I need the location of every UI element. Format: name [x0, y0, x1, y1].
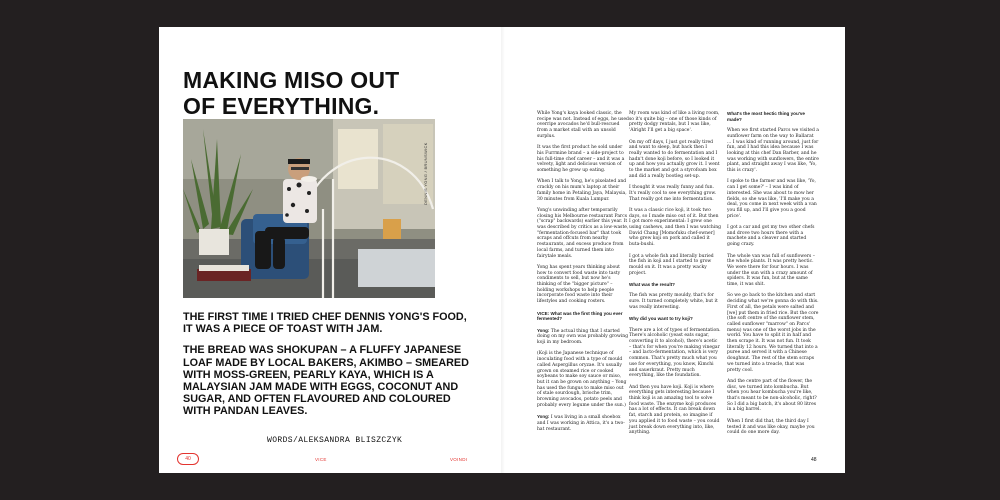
body-paragraph: And the centre part of the flower, the disc, we turned into kombucha. But when you hear kombucha you're like, that's meant to be non-alcoholic, right? So I did a big batch, it's about 80 litres in a big barrel. [727, 378, 817, 413]
headline-line-1: MAKING MISO OUT [183, 67, 400, 93]
body-paragraph: So we go back to the kitchen and start deciding what we're gonna do with this. First of all, the petals were salted and [we] put them in fried rice. But the core (the soft centre of the sunflower stem, called sunflower "marrow" on Parcs' menu) was one of the worst jobs in the world. You have to split it in half and then scrape it. It was not fun. It took literally 12 hours. We turned that into a puree and served it with a Chinese doughnut. The rest of the stem scraps we turned into a treacle, that was pretty cool. [727, 293, 819, 373]
body-paragraph: (Koji is the Japanese technique of inoculating food with a type of mould called Aspergillus oryzae. It's usually grown on steamed rice or cooked soybeans to make soy sauce or miso, but it can be grown on anything – Yong has used the fungus to make miso out of stale sourdough, brioche trim, browning avocados, potato peels and probably every legume under the sun.) [537, 351, 627, 408]
interview-question: VICE: What was the first thing you ever fermented? [537, 310, 623, 322]
body-paragraph: Yong has spent years thinking about how to convert food waste into tasty condiments to sell, but now he's thinking of the "bigger picture" – holding workshops to help people incorporate food waste into their lifestyles and cooking rosters. [537, 264, 621, 305]
body-paragraph: It was the first product he sold under his Furrmine brand – a side-project to his full-time chef career – and it was a velvety, light and delicious version of something he grew up eating. [537, 145, 625, 174]
article-lede [183, 311, 475, 427]
body-paragraph: I got a car and got my two other chefs and drove two hours there with a machete and a cleaver and started going crazy. [727, 225, 815, 248]
footer-brand: VOINDI [450, 457, 468, 462]
body-paragraph: And then you have koji. Koji is where everything gets interesting because I think koji is an amazing tool to solve food waste. The enzyme koji produces has a lot of effects. It can break down fat, starch and protein, so imagine if you applied it to food waste – you could just break down everything into, like, anything. [629, 384, 720, 436]
body-paragraph: There are a lot of types of fermentation. There's alcoholic (yeast eats sugar, converting it to alcohol), there's acetic – that's for when you're making vinegar – and lacto-fermentation, which is very common. That's pretty much what you use for everything, you know, Kimchi and sauerkraut. Pretty much everything, like the foundation. [629, 327, 721, 379]
body-paragraph: I got a whole fish and literally buried the fish in koji and I started to grow mould on it. It was a pretty wacky project. [629, 253, 714, 276]
article-headline [183, 67, 483, 119]
body-column-1 [537, 111, 629, 438]
interview-question: What was the result? [629, 282, 675, 288]
body-column-2 [629, 111, 721, 442]
body-paragraph: It was a classic rice koji, it took two days, so I made miso out of it. But then I got more experimental: I grew one using cashews, and then I was watching David Chang [Momofuku chef-owner] who grew koji on pork and called it buta-bushi. [629, 207, 722, 248]
chef-portrait-photo [183, 119, 435, 298]
body-paragraph: My room was kind of like a living room, so it's quite big – one of those kinds of pretty dodgy rentals, but I was like, 'Alright I'll get a big space'. [629, 111, 720, 134]
headline-line-2: OF EVERYTHING. [183, 93, 380, 119]
body-paragraph: The whole van was full of sunflowers – the whole plants. It was pretty hectic. We were there for four hours. I was under the sun with a crazy amount of spiders. It was fun, but at the same time, it was shit. [727, 253, 815, 288]
body-paragraph: When we first started Parcs we visited a sunflower farm on the way to Ballarat ... I was kind of running around, just for fun, and I had this idea because I was looking at this chef Dan Barber, and he was working with sunflowers, the entire plant, and straight away I was like, 'Yo, this is crazy'. [727, 128, 819, 174]
speaker-label: Yong: [537, 327, 550, 333]
page-gutter [501, 27, 505, 473]
body-column-3 [727, 111, 819, 442]
page-number-right: 48 [811, 457, 817, 463]
magazine-spread [159, 27, 845, 473]
body-paragraph: I thought it was really funny and fun. It's really cool to see everything grow. That really got me into fermentation. [629, 185, 717, 202]
interview-question: What's the most hectic thing you've made? [727, 111, 805, 122]
body-paragraph: I spoke to the farmer and was like, 'Yo, can I get some?' – I was kind of interested. She was about to mow her fields, so she was like, 'I'll make you a deal, you come in next week with a van you fill up, and I'll give you a good price'. [727, 179, 817, 219]
interview-question: Why did you want to try koji? [629, 316, 693, 322]
body-paragraph: When I first did that, the third day I tested it and was like okay, maybe you could do one more day. [727, 418, 815, 436]
footer-section: VICE [315, 457, 327, 462]
speaker-label: Yong: [537, 414, 550, 420]
answer-text: I was living in a small shoebox and I was working in Attica, it's a two-hat restaurant. [537, 415, 625, 432]
body-paragraph: On my off days, I just got really tired and want to sleep, but back then I really wanted to do fermentation and I hadn't done koji before, so I looked it up and how you actually grow it. I went to the market and got a styrofoam box and did a really bootleg set-up. [629, 139, 720, 179]
lede-paragraph: THE FIRST TIME I TRIED CHEF DENNIS YONG'S FOOD, IT WAS A PIECE OF TOAST WITH JAM. [183, 311, 467, 336]
photo-credit: DENNIS YONG / BRUNSWICK [423, 142, 428, 205]
body-paragraph: When I talk to Yong, he's pixelated and crackly on his mum's laptop at their family home in Petaling Jaya, Malaysia, 30 minutes from Kuala Lumpur. [537, 179, 627, 202]
body-paragraph: While Yong's kaya looked classic, the recipe was not. Instead of eggs, he used overripe avocados he'd bull-rescued from a market stall with an unsold surplus. [537, 111, 629, 139]
body-paragraph: The fish was pretty mouldy, that's for sure. It turned completely white, but it was really interesting. [629, 293, 718, 310]
body-paragraph [537, 414, 629, 432]
body-paragraph: Yong's unwinding after temporarily closing his Melbourne restaurant Parcs ("scrap" backwards) earlier this year. It was described by critics as a low-waste, "fermentation-focused bar" that took scraps and offcuts from nearby restaurants, and excess produce from local farms, and turned them into fairytale meals. [537, 207, 629, 259]
page-number-left: 40 [177, 453, 199, 465]
lede-paragraph: THE BREAD WAS SHOKUPAN – A FLUFFY JAPANESE LOAF MADE BY LOCAL BAKERS, AKIMBO – SMEARED WITH MOSS-GREEN, PEARLY KAYA, WHICH IS A MALAYSIAN JAM MADE WITH EGGS, COCONUT AND SUGAR, AND OFTEN FLAVOURED AND COLOURED WITH PANDAN LEAVES. [183, 344, 469, 418]
body-paragraph [537, 328, 629, 346]
answer-text: The actual thing that I started doing on my own was probably growing koji in my bedroom. [537, 328, 629, 346]
byline: WORDS/ALEKSANDRA BLISZCZYK [267, 436, 403, 445]
